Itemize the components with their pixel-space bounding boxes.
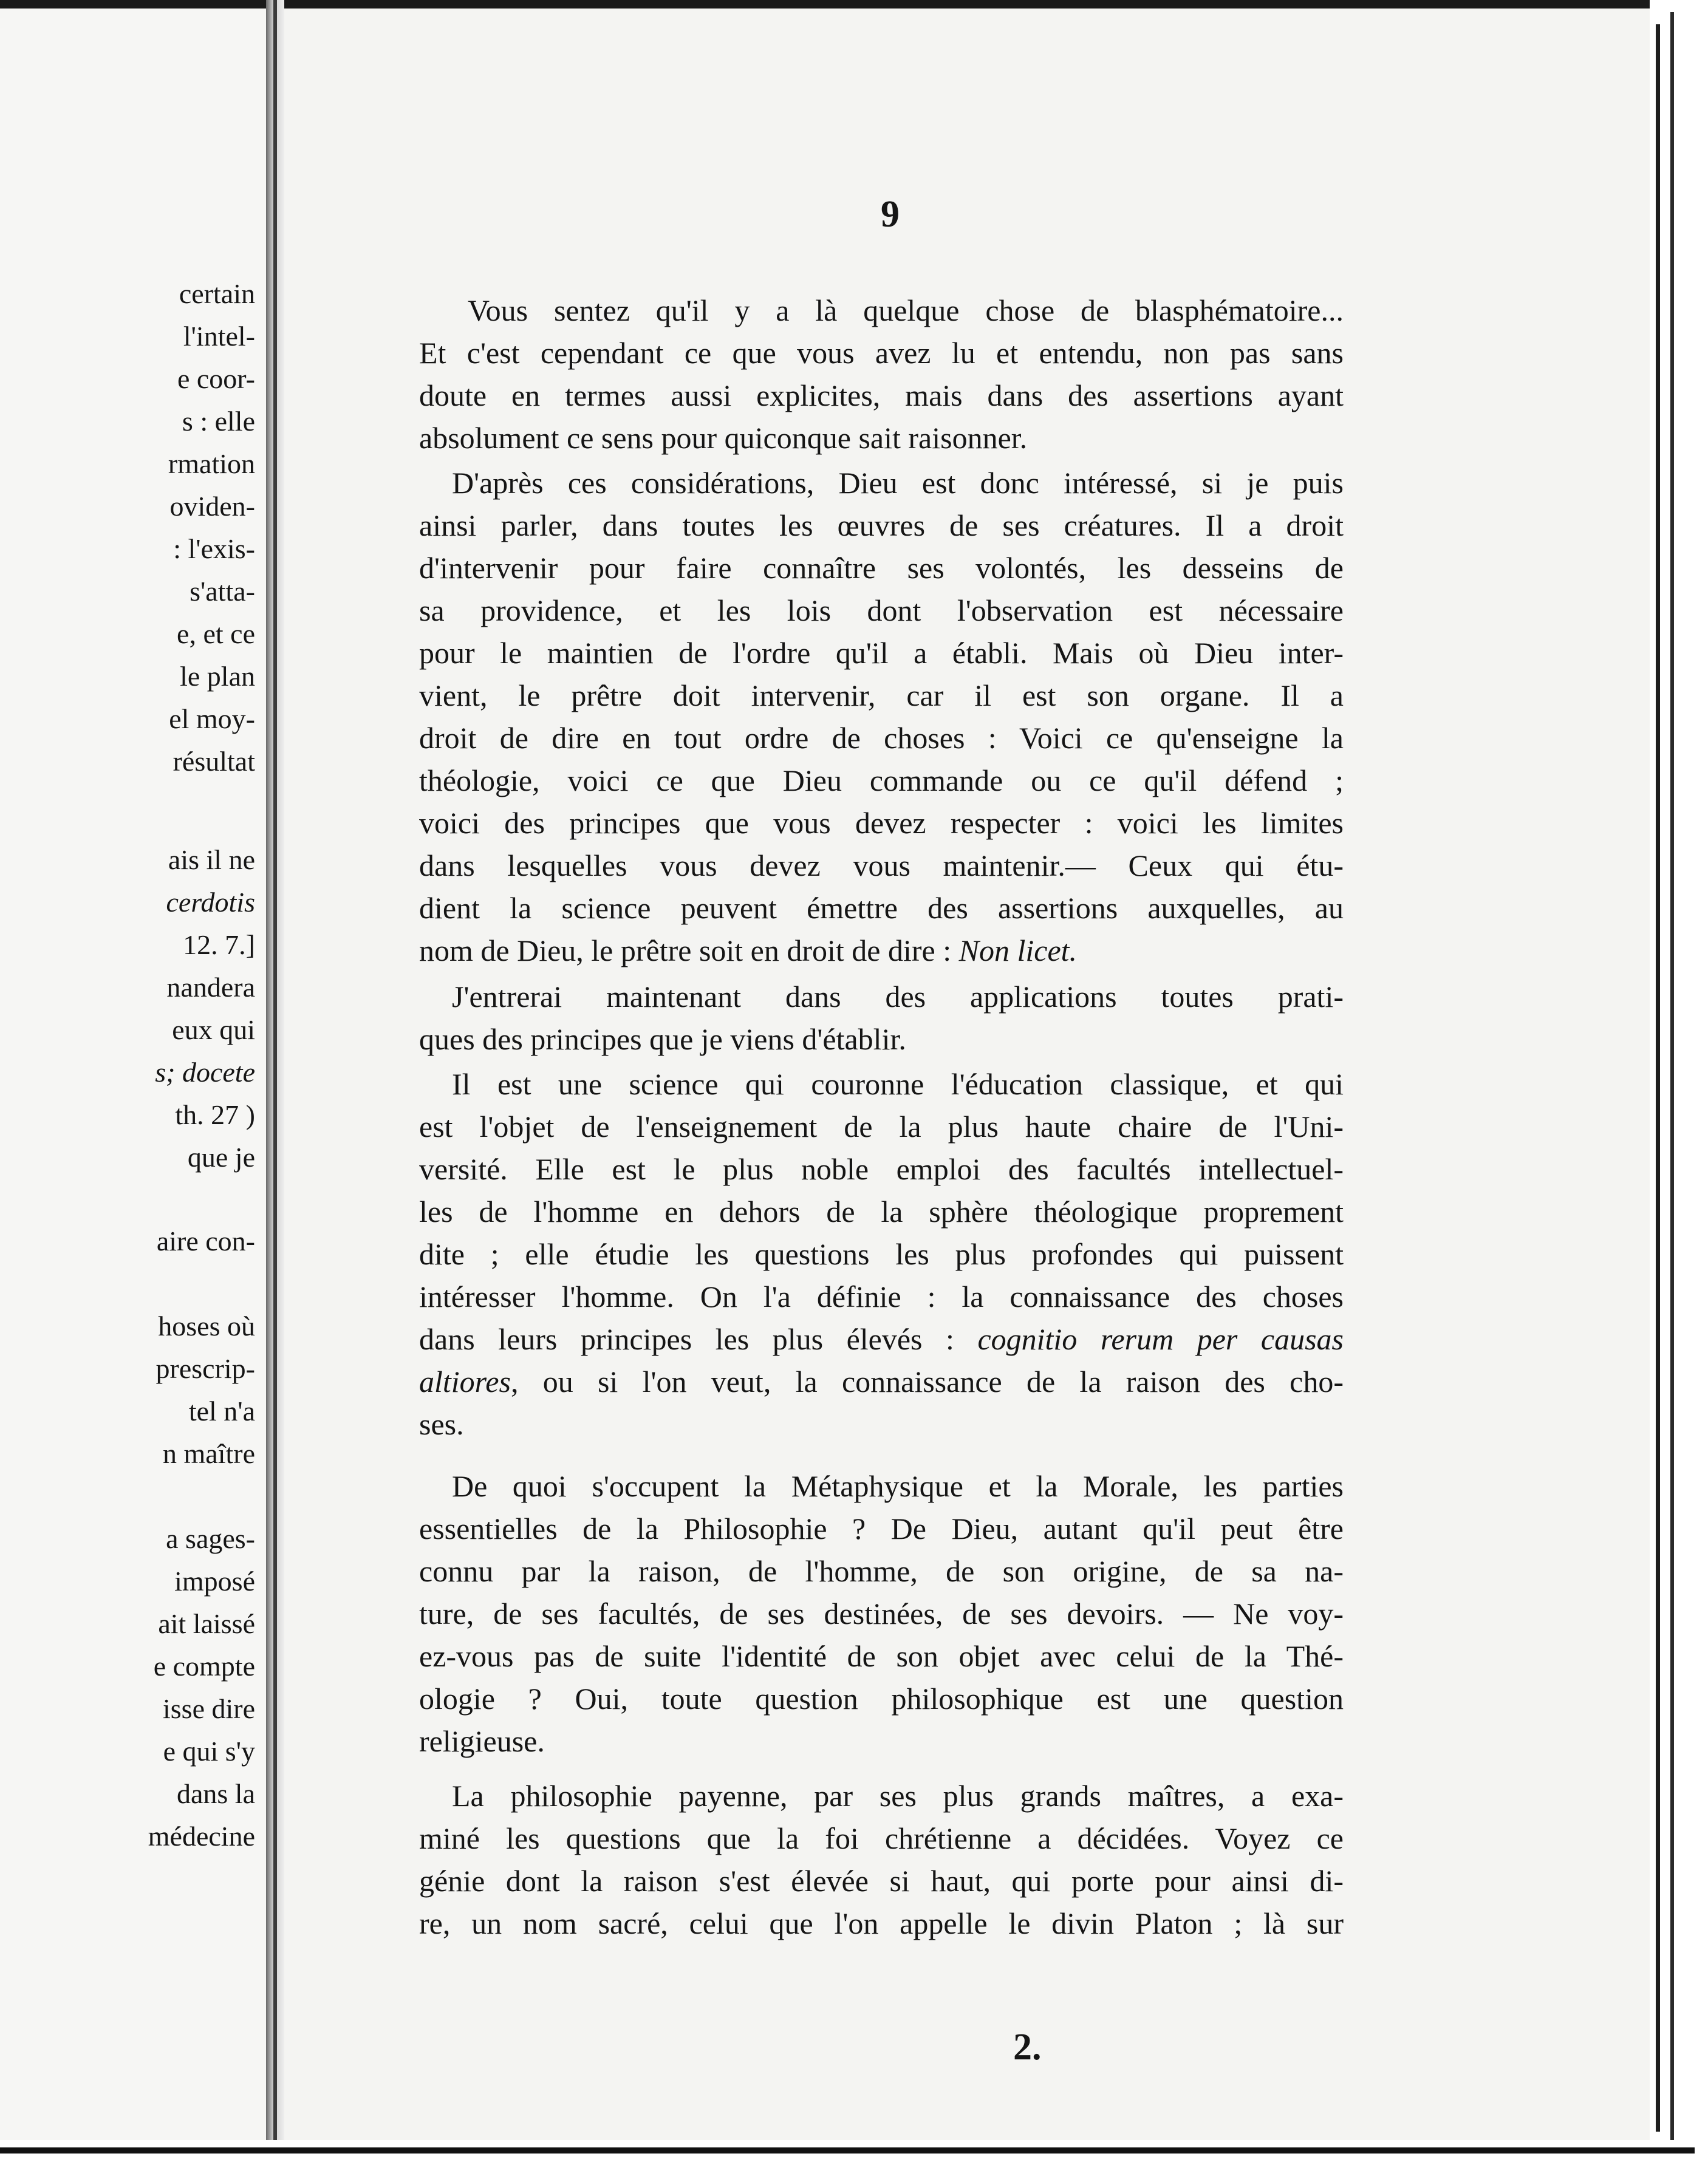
left-text-fragment: a sages-	[166, 1523, 255, 1554]
left-text-fragment: tel n'a	[188, 1396, 255, 1427]
italic-latin: Non licet.	[958, 933, 1078, 967]
left-text-fragment: le plan	[180, 661, 255, 692]
page-gutter-line	[273, 0, 277, 2140]
text-line: dite ; elle étudie les questions les plus profondes qui puissent	[419, 1237, 1344, 1271]
text-line: d'intervenir pour faire connaître ses volontés, les desseins de	[419, 551, 1344, 585]
left-text-fragment: eux qui	[172, 1014, 255, 1045]
text-line: ez-vous pas de suite l'identité de son objet avec celui de la Thé-	[419, 1639, 1344, 1673]
text-line: Vous sentez qu'il y a là quelque chose de blasphématoire...	[468, 293, 1344, 327]
text-line: est l'objet de l'enseignement de la plus haute chaire de l'Uni-	[419, 1110, 1344, 1144]
text-line: J'entrerai maintenant dans des applications toutes prati-	[452, 980, 1344, 1014]
text-span: , ou si l'on veut, la connaissance de la raison des cho-	[510, 1365, 1344, 1399]
text-line: voici des principes que vous devez respecter : voici les limites	[419, 806, 1344, 840]
text-line: sa providence, et les lois dont l'observation est nécessaire	[419, 593, 1344, 627]
left-text-fragment: médecine	[148, 1821, 255, 1852]
text-line: intéresser l'homme. On l'a définie : la connaissance des choses	[419, 1280, 1344, 1314]
left-text-fragment: ait laissé	[158, 1608, 255, 1639]
scan-top-border	[0, 0, 1708, 9]
border-line	[1670, 12, 1674, 2150]
left-text-fragment: e coor-	[177, 363, 255, 394]
left-text-fragment: que je	[187, 1142, 255, 1173]
text-line: D'après ces considérations, Dieu est donc intéressé, si je puis	[452, 466, 1344, 500]
text-line	[419, 929, 1344, 972]
left-text-fragment: imposé	[174, 1566, 255, 1597]
text-line: doute en termes aussi explicites, mais dans des assertions ayant	[419, 378, 1344, 412]
left-text-fragment: el moy-	[169, 703, 255, 734]
text-line: connu par la raison, de l'homme, de son origine, de sa na-	[419, 1554, 1344, 1588]
left-text-fragment: e, et ce	[177, 618, 255, 649]
text-line: re, un nom sacré, celui que l'on appelle le divin Platon ; là sur	[419, 1906, 1344, 1940]
left-text-fragment: th. 27 )	[175, 1099, 255, 1130]
left-text-fragment: certain	[179, 278, 255, 309]
left-text-fragment: s : elle	[182, 406, 255, 437]
text-line: ainsi parler, dans toutes les œuvres de ses créatures. Il a droit	[419, 508, 1344, 542]
text-line: miné les questions que la foi chrétienne a décidées. Voyez ce	[419, 1821, 1344, 1855]
text-line: absolument ce sens pour quiconque sait raisonner.	[419, 421, 1028, 455]
left-text-fragment: hoses où	[158, 1311, 255, 1342]
left-text-fragment: aire con-	[156, 1226, 255, 1257]
text-line: génie dont la raison s'est élevée si haut, qui porte pour ainsi di-	[419, 1864, 1344, 1898]
left-text-fragment: n maître	[163, 1438, 255, 1469]
left-text-fragment: e compte	[153, 1651, 255, 1682]
text-line: pour le maintien de l'ordre qu'il a établi. Mais où Dieu inter-	[419, 636, 1344, 670]
text-line	[419, 1360, 1344, 1403]
left-text-fragment: nandera	[166, 972, 255, 1003]
previous-page-edge	[0, 9, 266, 2140]
signature-mark: 2.	[1013, 2027, 1042, 2068]
text-line: Et c'est cependant ce que vous avez lu et entendu, non pas sans	[419, 336, 1344, 370]
left-text-fragment: cerdotis	[166, 887, 255, 918]
text-line: dans lesquelles vous devez vous maintenir.— Ceux qui étu-	[419, 848, 1344, 882]
left-text-fragment: ais il ne	[168, 844, 255, 875]
left-text-fragment: rmation	[168, 448, 255, 479]
scan-bottom-border	[0, 2140, 1708, 2162]
text-line: droit de dire en tout ordre de choses : Voici ce qu'enseigne la	[419, 721, 1344, 755]
text-line: ologie ? Oui, toute question philosophique est une question	[419, 1682, 1344, 1716]
text-line: De quoi s'occupent la Métaphysique et la Morale, les parties	[452, 1469, 1344, 1503]
left-text-fragment: prescrip-	[155, 1353, 255, 1384]
text-span: dans leurs principes les plus élevés :	[419, 1322, 954, 1356]
text-line: les de l'homme en dehors de la sphère théologique proprement	[419, 1195, 1344, 1229]
page-number: 9	[881, 194, 900, 235]
left-text-fragment: isse dire	[162, 1693, 255, 1724]
left-text-fragment: : l'exis-	[173, 533, 255, 564]
left-text-fragment: 12. 7.]	[183, 929, 255, 960]
text-line: ques des principes que je viens d'établir.	[419, 1022, 906, 1056]
text-line: dient la science peuvent émettre des assertions auxquelles, au	[419, 891, 1344, 925]
italic-latin: cognitio rerum per causas	[977, 1322, 1344, 1356]
left-text-fragment: l'intel-	[183, 321, 255, 352]
left-text-fragment: résultat	[173, 746, 255, 777]
text-line: Il est une science qui couronne l'éducation classique, et qui	[452, 1067, 1344, 1101]
border-line	[1656, 24, 1660, 2132]
left-text-fragment: dans la	[176, 1778, 255, 1809]
text-line: religieuse.	[419, 1724, 545, 1758]
text-line: ses.	[419, 1407, 464, 1441]
text-line: versité. Elle est le plus noble emploi des facultés intellectuel-	[419, 1152, 1344, 1186]
left-text-fragment: e qui s'y	[163, 1736, 255, 1767]
text-line	[419, 1318, 1344, 1360]
text-line: essentielles de la Philosophie ? De Dieu, autant qu'il peut être	[419, 1512, 1344, 1546]
left-text-fragment: s; docete	[155, 1057, 255, 1088]
italic-latin: altiores	[419, 1365, 511, 1399]
text-line: vient, le prêtre doit intervenir, car il est son organe. Il a	[419, 678, 1344, 712]
text-line: théologie, voici ce que Dieu commande ou ce qu'il défend ;	[419, 763, 1344, 797]
text-span: nom de Dieu, le prêtre soit en droit de dire :	[419, 933, 952, 967]
border-line	[0, 2147, 1695, 2153]
text-line: La philosophie payenne, par ses plus grands maîtres, a exa-	[452, 1779, 1344, 1813]
left-text-fragment: s'atta-	[190, 576, 255, 607]
left-text-fragment: oviden-	[169, 491, 255, 522]
text-line: ture, de ses facultés, de ses destinées, de ses devoirs. — Ne voy-	[419, 1597, 1344, 1631]
scan-right-border	[1650, 0, 1708, 2162]
